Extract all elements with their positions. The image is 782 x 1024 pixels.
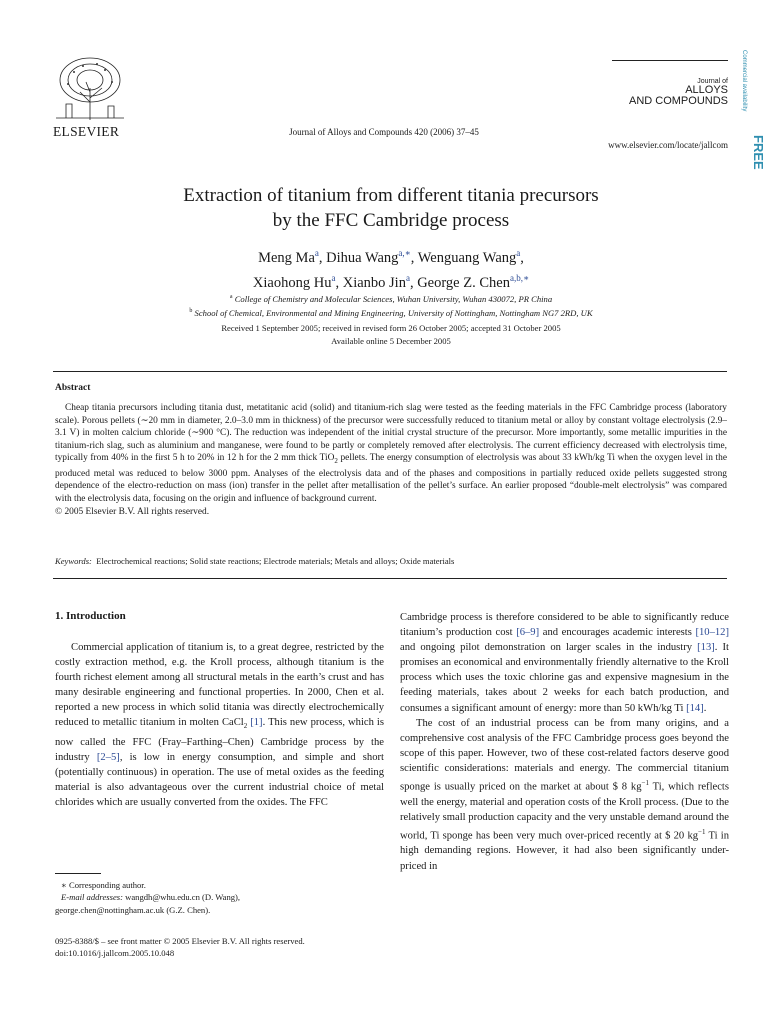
author-name: Dihua Wang [326, 249, 399, 266]
author-name: Meng Ma [258, 249, 315, 266]
email-link[interactable]: george.chen@nottingham.ac.uk (G.Z. Chen). [55, 904, 211, 915]
issn-line: 0925-8388/$ – see front matter © 2005 Elsevier B.V. All rights reserved. [55, 936, 305, 946]
title-line-2: by the FFC Cambridge process [272, 210, 510, 231]
divider [53, 578, 727, 579]
keywords-text: Electrochemical reactions; Solid state reactions; Electrode materials; Metals and alloys; Oxide materials [96, 556, 455, 566]
online-date: Available online 5 December 2005 [331, 336, 451, 346]
affiliation-a: $^a$ College of Chemistry and Molecular Sciences, Wuhan University, Wuhan 430072, PR China [229, 293, 553, 304]
author-affiliation-mark[interactable]: a [314, 248, 319, 258]
journal-logo-line1: Journal of [697, 78, 728, 85]
column-right [400, 610, 729, 874]
keywords-label: Keywords: [55, 556, 92, 566]
free-badge-icon [737, 45, 766, 175]
abstract-body [55, 402, 727, 518]
email-label: E-mail addresses: [61, 892, 123, 903]
paragraph: The cost of an industrial process can be from many origins, and a comprehensive cost analysis of the FFC Cambridge process goes beyond the scope of this paper. However, two of these cost-related factors deserve good scientific considerations: materials and energy. The commercial titanium sponge is usually priced on the market at about $ 8 $kg^{-1}$ Ti, which reflects well the energy, material and operation costs of the Kroll process. (Due to the relatively small production capacity and the very unstable demand around the world, Ti sponge has been very much over-priced recently at $ 20 $kg^{-1}$ Ti in high demanding regions. However, it had also been significantly under-priced in [400, 717, 730, 872]
section-heading: 1. Introduction [55, 610, 126, 622]
publisher-name: ELSEVIER [53, 124, 120, 139]
affiliations [0, 291, 782, 319]
front-matter [55, 935, 305, 960]
citation-link[interactable]: [6–9] [516, 627, 540, 639]
abstract-text: Cheap titania precursors including titania dust, metatitanic acid (solid) and titanium-rich slag were tested as the feeding materials in the FFC Cambridge process (laboratory scale). Porous pellets (∼20 mm in diameter, 2.0–3.0 mm in thickness) of the precursor were successfully reduced to titanium metal or alloy by constant voltage electrolysis (2.9–3.1 V) in molten calcium chloride (∼900 °C). The reduction was independent of the initial crystal structure of the precursor. More importantly, some metallic impurities in the titanium-rich slag, such as aluminium and manganese, were found to be partly or completely removed after electrolysis. The current efficiency decreased with electrolysis time, typically from 40% in the first 5 h to 20% in 12 h for the 2 mm thick TiO$_2$ pellets. The energy consumption of electrolysis was about 33 kWh/kg Ti when the oxygen level in the produced metal was reduced to below 3000 ppm. Analyses of the electrolysis data and of the phases and compositions in partially reduced oxide pellets suggested strong dependence of the electro-reduction on mass (ion) transfer in the pellet after metallisation of the pellet’s surface. An earlier proposed “double-melt electrolysis” was compared with the electrolysis data, focusing on the origin and influence of background current. [55, 403, 727, 505]
journal-logo [612, 78, 728, 107]
title-line-1: Extraction of titanium from different titania precursors [183, 185, 599, 206]
paper-title [0, 183, 782, 233]
svg-text:FREE: FREE [751, 135, 766, 170]
journal-logo-line2: ALLOYS [685, 84, 728, 96]
header-rule [612, 60, 728, 61]
author-affiliation-mark[interactable]: a [331, 272, 336, 283]
journal-logo-line3: AND COMPOUNDS [628, 95, 728, 107]
citation-link[interactable]: [1] [250, 717, 263, 729]
doi-line[interactable]: doi:10.1016/j.jallcom.2005.10.048 [55, 948, 175, 959]
paragraph: Commercial application of titanium is, to a great degree, restricted by the costly extraction method, e.g. the Kroll process, although titanium is the fourth richest element among all structural metals in the earth’s crust and has many desirable engineering and functional properties. In 2000, Chen et al. reported a new process in which solid titania was directly electrochemically reduced to metallic titanium in molten CaCl$_2$ [1]. This new process, which is now called the FFC (Fray–Farthing–Chen) Cambridge process by the industry [2–5], is low in energy consumption, and simple and short (potentially continuous) in operation. The use of metal oxides as the feeding material is also advantageous over the current industrial choice of metal chlorides which are usually converted from the oxides. The FFC [55, 642, 384, 809]
divider [53, 371, 727, 372]
svg-text:Commercial availability: Commercial availability [741, 50, 747, 112]
column-left [55, 640, 384, 810]
received-dates: Received 1 September 2005; received in revised form 26 October 2005; accepted 31 October 2005 [221, 323, 561, 333]
corresponding-author-note: ∗ Corresponding author. [61, 880, 146, 890]
citation-link[interactable]: [10–12] [695, 627, 729, 639]
author-list: Meng Ma$^a$, Dihua Wang$^{a,∗}$, Wenguang Wang$^a$, Xiaohong Hu$^a$, Xianbo Jin$^a$, George Z. Chen$^{a,b,∗}$ [252, 248, 530, 291]
author-affiliation-mark[interactable]: a [405, 272, 410, 283]
abstract-heading: Abstract [55, 383, 91, 393]
article-dates [0, 322, 782, 348]
citation-link[interactable]: [13] [697, 642, 715, 654]
journal-citation: Journal of Alloys and Compounds 420 (2006) 37–45 [289, 127, 479, 137]
author-name: Wenguang Wang [417, 249, 517, 266]
footnote-divider [55, 873, 101, 874]
author-name: George Z. Chen [417, 274, 510, 291]
citation-link[interactable]: [2–5] [96, 751, 120, 763]
author-affiliation-mark[interactable]: a,∗ [398, 248, 411, 258]
email-link[interactable]: wangdh@whu.edu.cn (D. Wang), [122, 892, 241, 903]
affiliation-b: $^b$ School of Chemical, Environmental and Mining Engineering, University of Nottingham, Nottingham NG7 2RD, UK [189, 307, 593, 318]
author-name: Xianbo Jin [342, 274, 406, 291]
paragraph: Cambridge process is therefore considered to be able to significantly reduce titanium’s production cost [6–9] and encourages academic interests [10–12] and ongoing pilot demonstration on larger scales in the industry [13]. It promises an economical and environmentally friendly alternative to the Kroll process which uses the toxic chlorine gas and expensive magnesium in the feeding materials, takes about 2 weeks for each batch production, and consumes a significant amount of energy: more than 50 kWh/kg Ti [14]. [400, 612, 729, 714]
keywords [55, 556, 727, 566]
citation-link[interactable]: [14] [686, 702, 704, 714]
author-affiliation-mark[interactable]: a,b,∗ [509, 272, 530, 283]
elsevier-tree-logo [50, 52, 130, 122]
author-affiliation-mark[interactable]: a [516, 248, 521, 258]
footnotes [55, 879, 385, 916]
abstract-copyright: © 2005 Elsevier B.V. All rights reserved. [55, 506, 210, 517]
journal-url-link[interactable]: www.elsevier.com/locate/jallcom [608, 140, 728, 150]
author-name: Xiaohong Hu [252, 274, 332, 291]
